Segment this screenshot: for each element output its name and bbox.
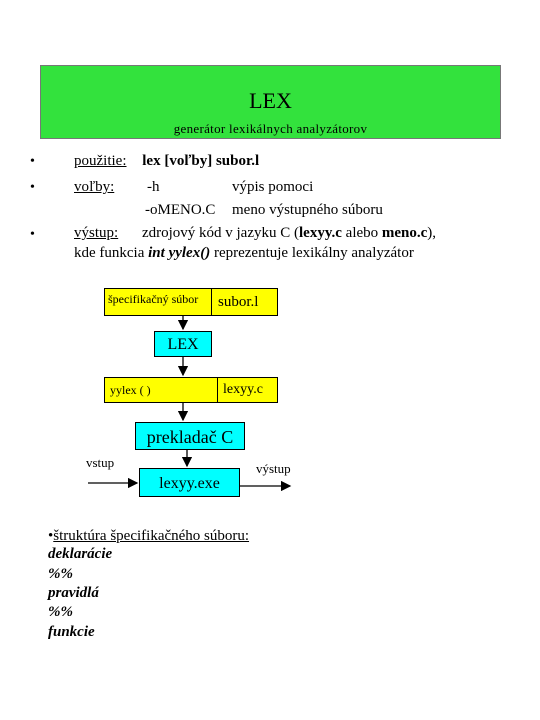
bullet-output: •	[30, 227, 35, 242]
option-h-desc: výpis pomoci	[232, 179, 314, 195]
bullet-options: •	[30, 180, 35, 195]
structure-heading: •štruktúra špecifikačného súboru:	[48, 528, 250, 544]
yylex-label: yylex ( )	[110, 383, 151, 397]
input-label: vstup	[86, 455, 115, 470]
compiler-box: prekladač C	[135, 422, 245, 450]
output-line-2: kde funkcia int yylex() reprezentuje lexikálny analyzátor	[74, 245, 414, 261]
output-flow-label: výstup	[256, 461, 291, 476]
page-title: LEX	[249, 88, 292, 113]
structure-line: deklarácie	[48, 546, 113, 562]
usage-value: lex [voľby] subor.l	[142, 153, 260, 169]
usage-label: použitie:	[74, 153, 127, 169]
lex-box: LEX	[154, 331, 212, 357]
structure-bullet: •	[48, 528, 54, 544]
option-o-desc: meno výstupného súboru	[232, 202, 383, 218]
structure-line: funkcie	[48, 624, 95, 640]
output-label: výstup:	[74, 225, 119, 241]
structure-line: %%	[48, 566, 73, 582]
structure-line: %%	[48, 604, 73, 620]
structure-line: pravidlá	[48, 585, 99, 601]
page-subtitle: generátor lexikálnych analyzátorov	[173, 121, 368, 136]
lexyy-c-label: lexyy.c	[223, 382, 263, 397]
option-o: -oMENO.C	[145, 202, 216, 218]
spec-file-name: subor.l	[218, 294, 259, 310]
bullet-usage: •	[30, 154, 35, 169]
exe-box: lexyy.exe	[139, 468, 240, 497]
spec-file-label: špecifikačný súbor	[108, 292, 199, 306]
options-label: voľby:	[74, 179, 115, 195]
output-line-1: výstup: zdrojový kód v jazyku C (lexyy.c alebo meno.c),	[74, 225, 437, 241]
option-h: -h	[147, 179, 160, 195]
